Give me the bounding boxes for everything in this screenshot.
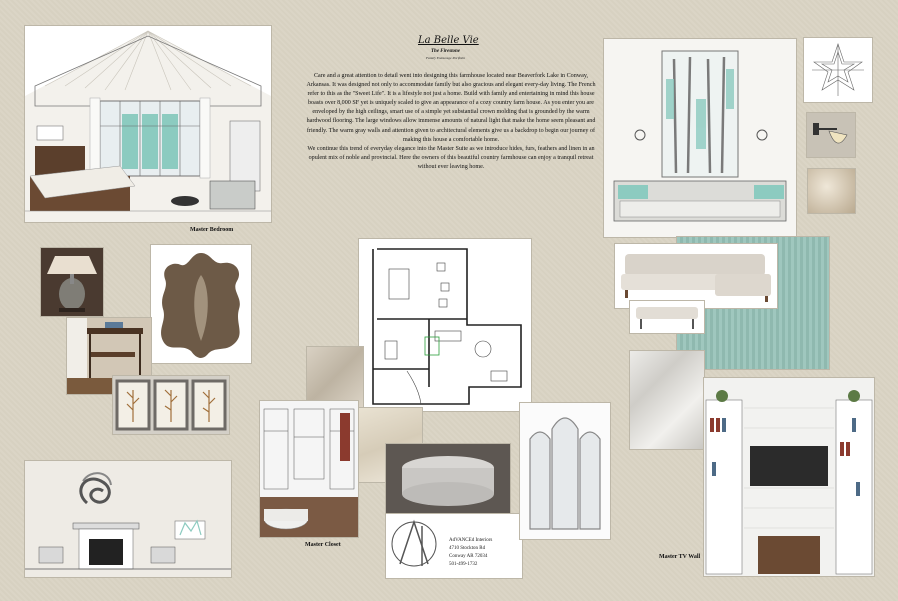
round-ottoman-photo (385, 443, 511, 515)
fur-throw-swatch (807, 168, 856, 214)
description-paragraph-1: Care and a great attention to detail went into designing this farmhouse located near Beaverfork Lake in Conway, Arkansas. It was designed not only to accommodate family but also gracious and elegant every-day living. The French refer to this as the "Sweet Life". It is a lifestyle not just a home. Build with family and entertaining in mind this house boasts over 8,000 SF yet is uniquely scaled to give an appearance of a cozy country farm house. As you enter you are enveloped by the high ceilings, smart use of a simple yet substantial crown molding that is grounded by the warm hardwood flooring. The large windows allow immense amounts of natural light that make the home seem pleasant and friendly. The warm gray walls and attention given to architectural elements give us a backdrop to begin our journey of making this house a comfortable home. (306, 73, 596, 143)
company-phone: 501-499-1732 (449, 562, 478, 567)
fireplace-elevation (24, 460, 232, 578)
botanical-prints-photo (112, 375, 230, 435)
wall-sconce-photo (806, 112, 856, 158)
bench-ottoman-photo (629, 300, 705, 334)
description-paragraph-2: We continue this trend of everyday elegance into the Master Suite as we introduce hides, furs, feathers and linen in an opulent mix of noble and provincial. Here the owners of this beautiful country farmhouse can enjoy a tranquil retreat without ever leaving home. (307, 145, 595, 170)
master-sitting-area-elevation (603, 38, 797, 238)
folding-mirror-photo (519, 402, 611, 540)
company-info (449, 537, 492, 569)
star-quilt-pattern (803, 37, 873, 103)
caption-master-tv-wall: Master TV Wall (659, 554, 701, 560)
board-title: La Belle Vie (418, 35, 479, 46)
lamp-photo (40, 247, 104, 317)
project-description (304, 72, 598, 172)
board-subtitle: The Firestone (431, 49, 461, 54)
cowhide-rug-photo (150, 244, 252, 364)
company-address: 4710 Stockton Rd (449, 546, 486, 551)
company-city: Conway AR 72034 (449, 554, 488, 559)
fur-texture-swatch (306, 346, 364, 408)
white-brick-texture-swatch (629, 350, 705, 450)
caption-master-bedroom: Master Bedroom (190, 227, 234, 233)
master-bedroom-rendering (24, 25, 272, 223)
company-monogram-logo (386, 514, 446, 578)
caption-master-closet: Master Closet (305, 542, 341, 548)
master-tv-wall-elevation (703, 377, 875, 577)
board-subsubtitle: Family Entourage Portfolio (426, 56, 466, 60)
master-closet-rendering (259, 400, 359, 538)
master-suite-floor-plan (358, 238, 532, 412)
company-name: AdVANCEd Interiors (449, 538, 493, 543)
